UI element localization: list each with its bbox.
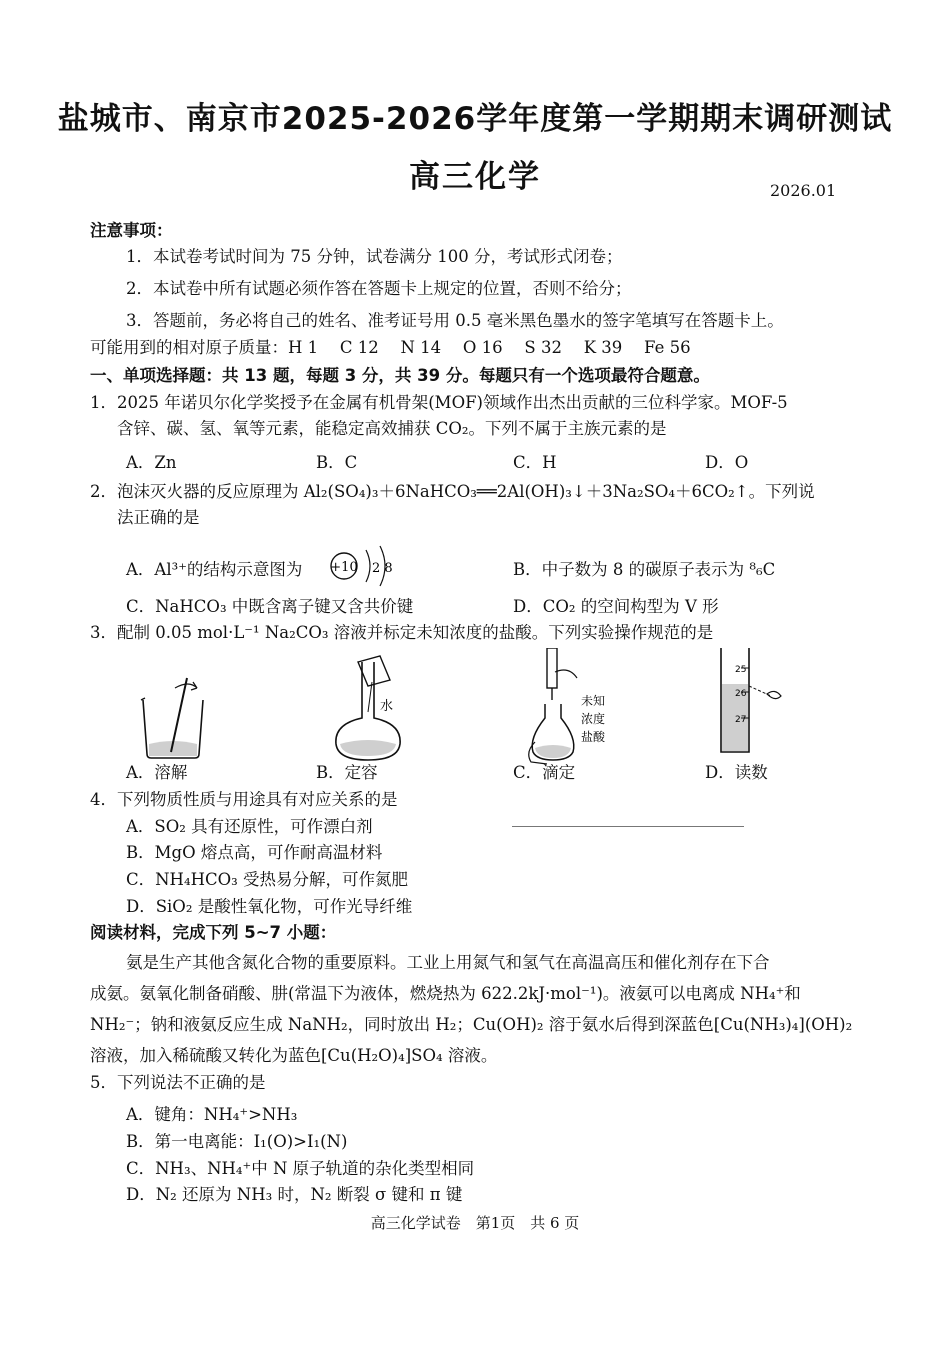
q4-option-c: C．NH₄HCO₃ 受热易分解，可作氮肥: [126, 870, 408, 889]
q5-option-a: A．键角：NH₄⁺>NH₃: [126, 1105, 298, 1124]
atomic-mass: 可能用到的相对原子质量：H 1 C 12 N 14 O 16 S 32 K 39 Fe 56: [90, 338, 691, 357]
notice-item-2: 2．本试卷中所有试题必须作答在答题卡上规定的位置，否则不给分；: [126, 279, 632, 298]
section-heading: 一、单项选择题：共 13 题，每题 3 分，共 39 分。每题只有一个选项最符合题意。: [90, 366, 710, 385]
q5-option-d: D．N₂ 还原为 NH₃ 时，N₂ 断裂 σ 键和 π 键: [126, 1185, 463, 1204]
beaker-stirring-figure: [135, 672, 215, 762]
q2-stem-line1: 2．泡沫灭火器的反应原理为 Al₂(SO₄)₃＋6NaHCO₃══2Al(OH)₃↓＋3Na₂SO₄＋6CO₂↑。下列说: [90, 482, 815, 501]
reading-heading: 阅读材料，完成下列 5~7 小题：: [90, 923, 337, 942]
flask-label-3: 盐酸: [581, 730, 606, 744]
reading-line-4: 溶液，加入稀硫酸又转化为蓝色[Cu(H₂O)₄]SO₄ 溶液。: [90, 1046, 498, 1065]
flask-label-2: 浓度: [581, 712, 606, 726]
q4-option-b: B．MgO 熔点高，可作耐高温材料: [126, 843, 383, 862]
burette-reading-figure: [715, 648, 790, 756]
q1-option-a: A．Zn: [126, 453, 177, 472]
tick-26: 26: [735, 689, 747, 699]
q2-option-c: C．NaHCO₃ 中既含离子键又含共价键: [126, 597, 414, 616]
q3-option-a: A．溶解: [126, 763, 188, 782]
tick-27: 27: [735, 715, 747, 725]
q1-stem-line2: 含锌、碳、氢、氧等元素，能稳定高效捕获 CO₂。下列不属于主族元素的是: [117, 419, 667, 438]
exam-subject: 高三化学: [409, 159, 541, 195]
q4-option-d: D．SiO₂ 是酸性氧化物，可作光导纤维: [126, 897, 413, 916]
exam-date: 2026.01: [770, 181, 837, 200]
q5-option-c: C．NH₃、NH₄⁺中 N 原子轨道的杂化类型相同: [126, 1159, 475, 1178]
water-label: 水: [380, 699, 394, 714]
reading-line-1: 氨是生产其他含氮化合物的重要原料。工业上用氮气和氢气在高温高压和催化剂存在下合: [126, 953, 770, 972]
q2-option-b: B．中子数为 8 的碳原子表示为 ⁸₆C: [513, 560, 776, 579]
q3-option-c: C．滴定: [513, 763, 576, 782]
page-footer: 高三化学试卷 第1页 共 6 页: [370, 1214, 580, 1232]
q4-stem: 4．下列物质性质与用途具有对应关系的是: [90, 790, 398, 809]
q1-stem-line1: 1．2025 年诺贝尔化学奖授予在金属有机骨架(MOF)领域作出杰出贡献的三位科学家。MOF-5: [90, 393, 788, 412]
q2-option-d: D．CO₂ 的空间构型为 V 形: [513, 597, 719, 616]
reading-line-3: NH₂⁻；钠和液氨反应生成 NaNH₂，同时放出 H₂；Cu(OH)₂ 溶于氨水后得到深蓝色[Cu(NH₃)₄](OH)₂: [90, 1015, 853, 1034]
q2-option-a: A．Al³⁺的结构示意图为: [126, 560, 303, 579]
reading-line-2: 成氨。氨氧化制备硝酸、肼(常温下为液体，燃烧热为 622.2kJ·mol⁻¹)。液氨可以电离成 NH₄⁺和: [90, 984, 801, 1003]
q1-option-b: B．C: [316, 453, 358, 472]
notice-item-1: 1．本试卷考试时间为 75 分钟，试卷满分 100 分，考试形式闭卷；: [126, 247, 623, 266]
q5-stem: 5．下列说法不正确的是: [90, 1073, 266, 1092]
electron-shells: 2 8: [372, 561, 393, 576]
q5-option-b: B．第一电离能：I₁(O)>I₁(N): [126, 1132, 348, 1151]
q3-option-d: D．读数: [705, 763, 768, 782]
titration-figure: [525, 648, 635, 768]
volumetric-flask-figure: [328, 652, 408, 764]
divider-line: [512, 826, 744, 827]
q3-option-b: B．定容: [316, 763, 378, 782]
q1-option-d: D．O: [705, 453, 749, 472]
exam-title: 盐城市、南京市2025-2026学年度第一学期期末调研测试: [57, 101, 893, 137]
q1-option-c: C．H: [513, 453, 557, 472]
atom-structure-diagram: [322, 540, 402, 590]
q4-option-a: A．SO₂ 具有还原性，可作漂白剂: [126, 817, 373, 836]
q3-stem: 3．配制 0.05 mol·L⁻¹ Na₂CO₃ 溶液并标定未知浓度的盐酸。下列实验操作规范的是: [90, 623, 714, 642]
nucleus-charge: +10: [330, 560, 358, 575]
notice-item-3: 3．答题前，务必将自己的姓名、准考证号用 0.5 毫米黑色墨水的签字笔填写在答题卡上。: [126, 311, 784, 330]
notice-heading: 注意事项：: [90, 221, 173, 240]
tick-25: 25: [735, 665, 747, 675]
q2-stem-line2: 法正确的是: [117, 508, 200, 527]
flask-label-1: 未知: [581, 694, 606, 708]
